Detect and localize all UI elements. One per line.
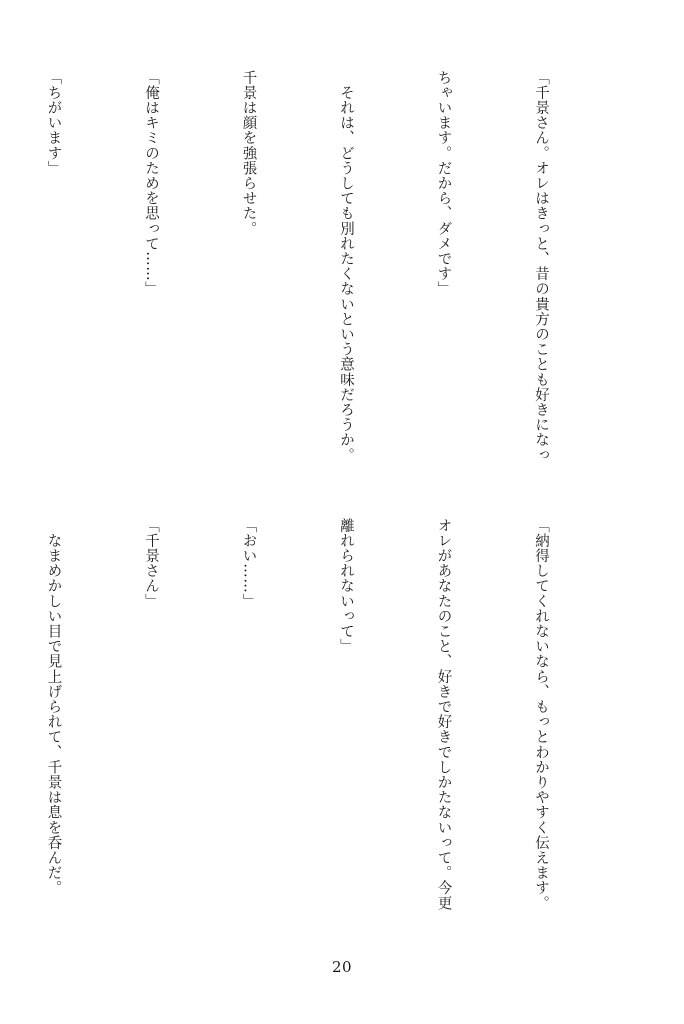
page-number: 20 xyxy=(331,958,353,976)
text-line: 「ちがいます」 xyxy=(45,70,62,176)
text-line: 「千景さん」 xyxy=(143,518,159,609)
text-line: 「千景さん。オレはきっと、昔の貴方のことも好きになっ xyxy=(533,70,549,463)
text-line: 離れられないって」 xyxy=(338,518,354,654)
text-block-bottom xyxy=(45,518,622,936)
text-line: 「俺はキミのためを思って……」 xyxy=(143,70,159,297)
text-line: オレがあなたのこと、好きで好きでしかたないって。今更 xyxy=(435,518,452,911)
text-line: ちゃいます。だから、ダメです」 xyxy=(435,70,452,297)
text-line: 「おい……」 xyxy=(240,518,257,609)
text-line: なまめかしい目で見上げられて、千景は息を呑んだ。 xyxy=(45,518,62,896)
text-line: それは、どうしても別れたくないという意味だろうか。 xyxy=(338,70,354,463)
text-line: 千景は顔を強張らせた。 xyxy=(240,70,257,237)
text-line: 「納得してくれないなら、もっとわかりやすく伝えます。 xyxy=(533,518,549,911)
text-block-top xyxy=(45,70,622,465)
